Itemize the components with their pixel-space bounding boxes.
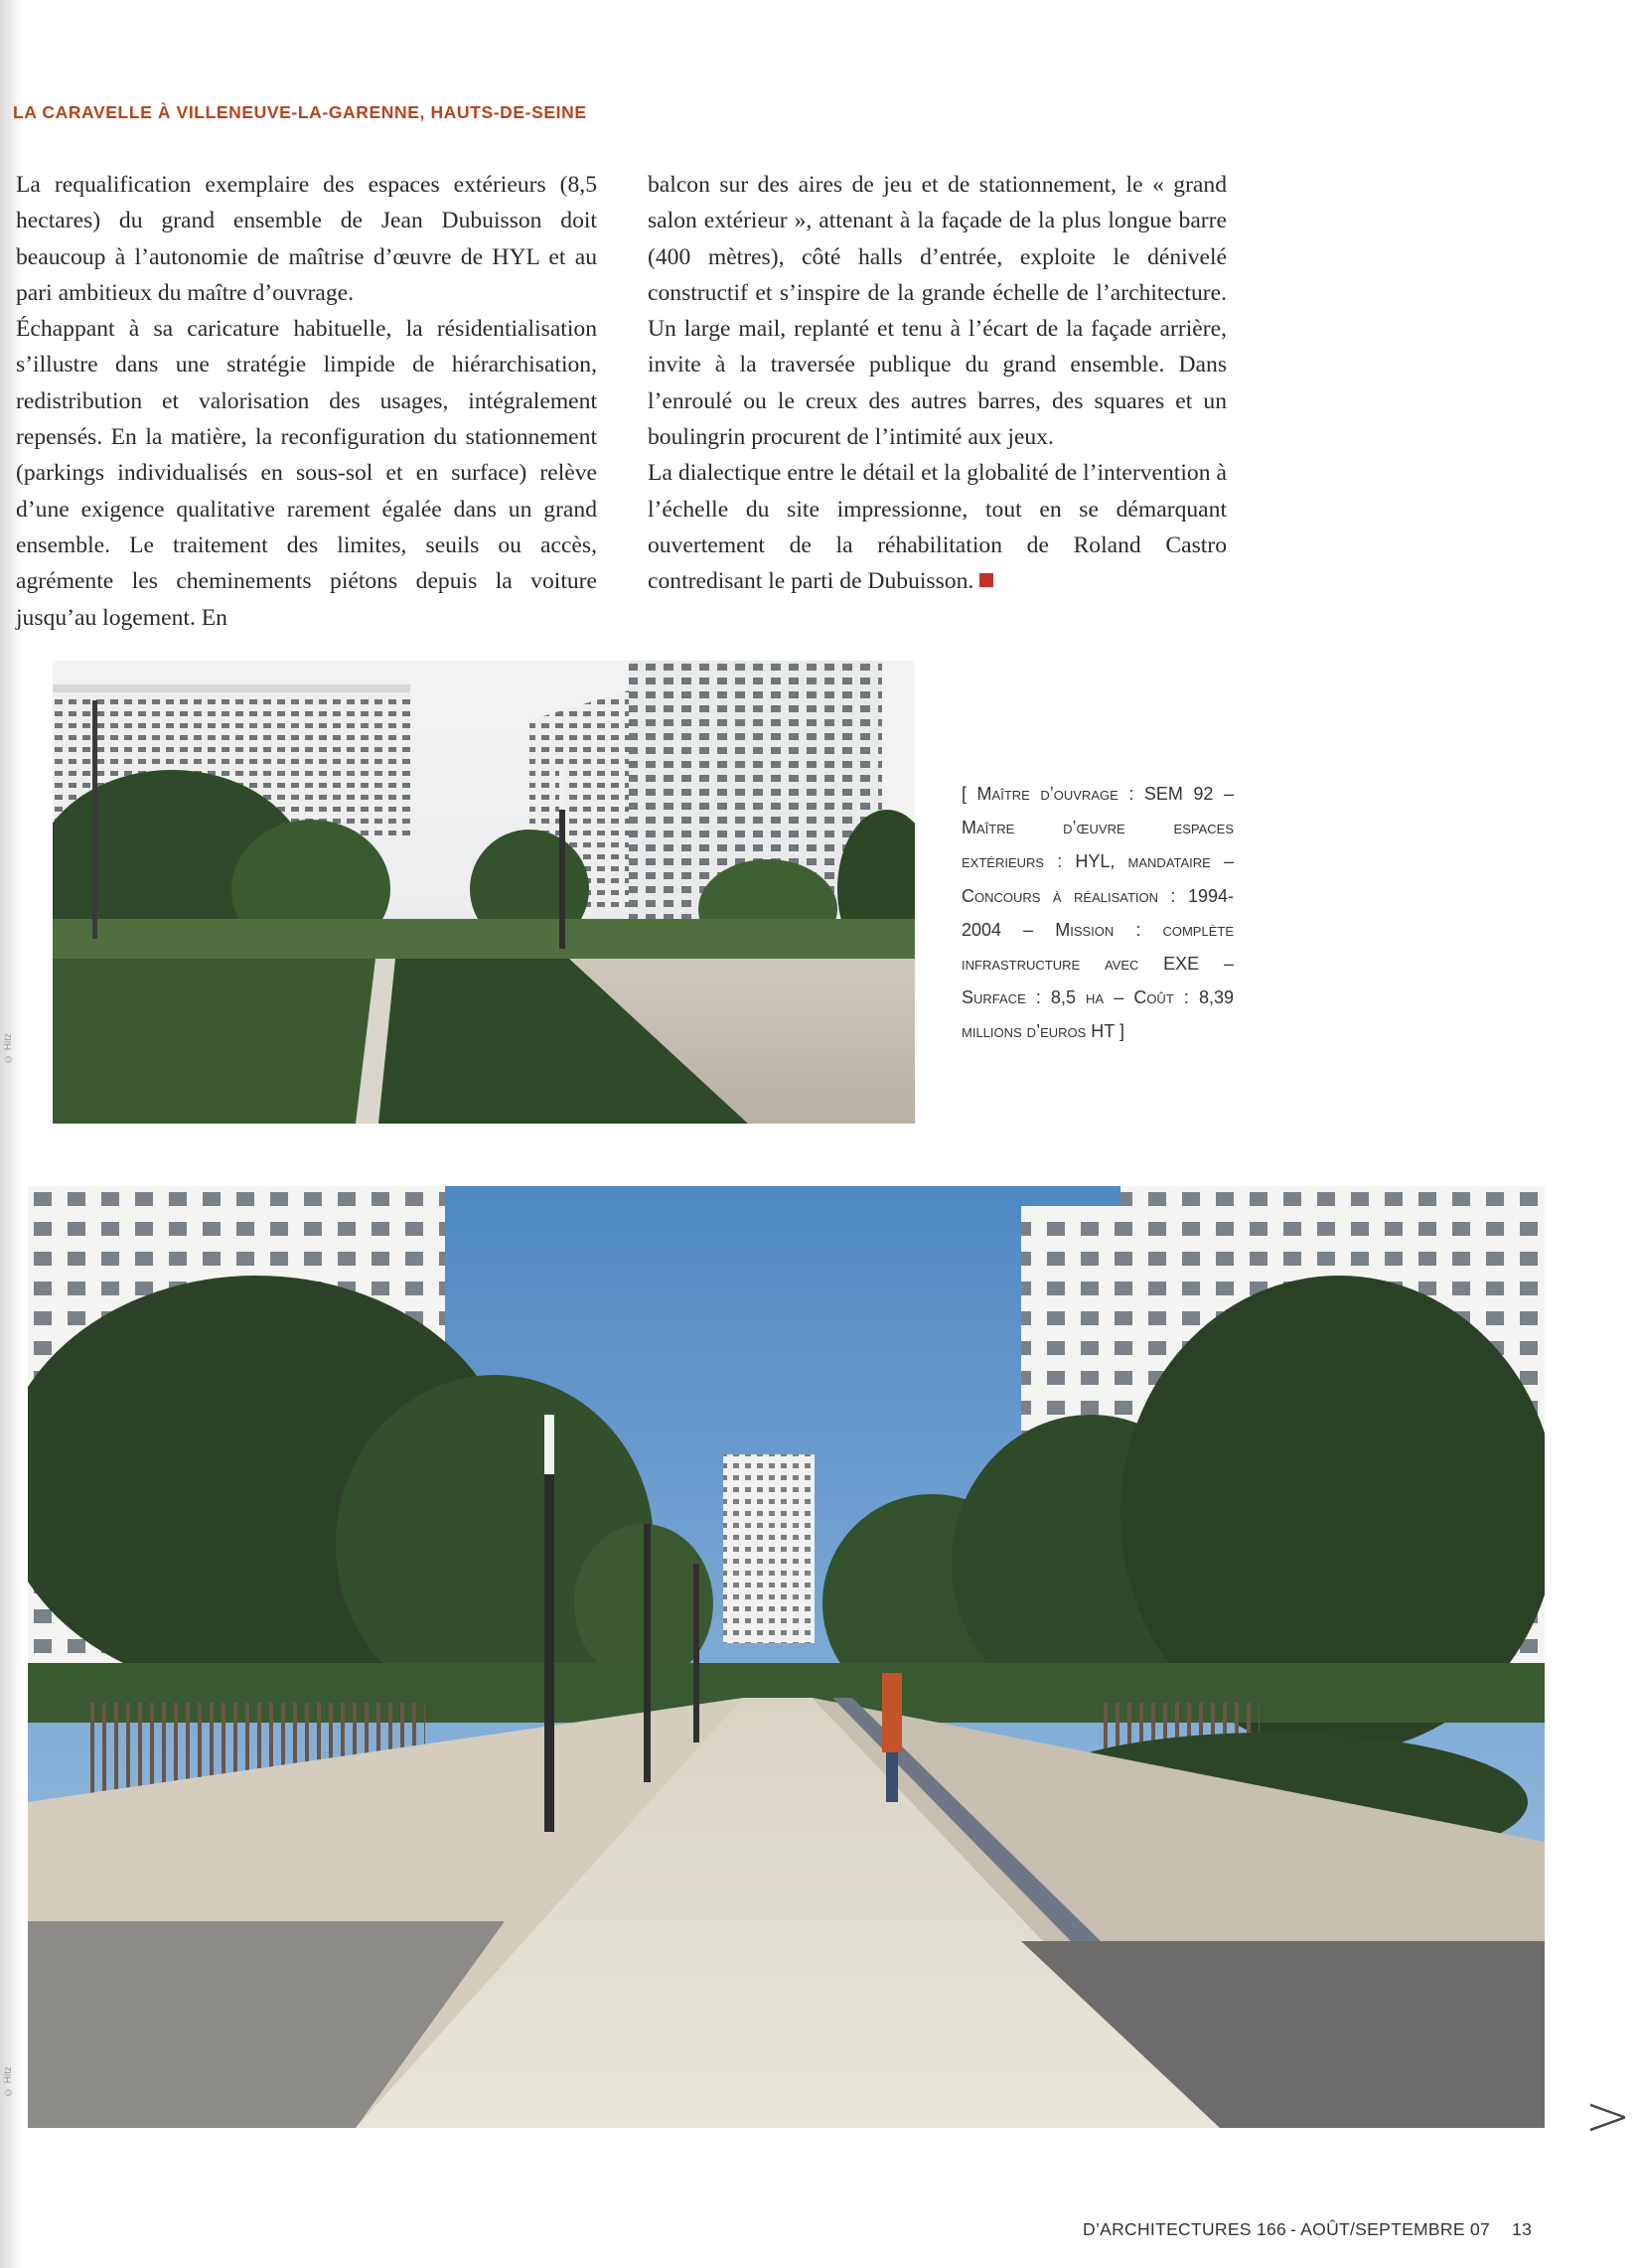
photo-credit: © Hitz <box>3 2066 14 2097</box>
footer-separator: - <box>1290 2219 1297 2239</box>
paragraph: Échappant à sa caricature habituelle, la résidentialisation s’illustre dans une stratégie limpide de hiérarchisation, redistribution et valorisation des usages, intégralement repensés. En la matière, la reconfiguration du stationnement (parkings individualisés en sous-sol et en surface) relève d’une exigence qualitative rarement égalée dans un grand ensemble. Le traitement des limites, seuils ou accès, agrémente les cheminements piétons depuis la voiture jusqu’au logement. En <box>16 316 597 631</box>
magazine-title: D’ARCHITECTURES 166 <box>1083 2219 1287 2239</box>
page-footer <box>1083 2219 1532 2240</box>
chevron-right-icon[interactable]: > <box>1584 2084 1631 2149</box>
project-facts-box: [ Maître d’ouvrage : SEM 92 – Maître d’œuvre espaces extérieurs : HYL, mandataire – Concours à réalisation : 1994-2004 – Mission : complète infrastructure avec EXE – Surface : 8,5 ha – Coût : 8,39 millions d’euros HT ] <box>962 784 1234 1042</box>
photo-tree-lined-mall <box>28 1186 1545 2128</box>
article-kicker: LA CARAVELLE À VILLENEUVE-LA-GARENNE, HAUTS-DE-SEINE <box>13 102 587 122</box>
article-column-right <box>648 167 1227 600</box>
end-of-article-mark <box>979 573 993 587</box>
paragraph: La requalification exemplaire des espaces extérieurs (8,5 hectares) du grand ensemble de Jean Dubuisson doit beaucoup à l’autonomie de maîtrise d’œuvre de HYL et au pari ambitieux du maître d’ouvrage. <box>16 172 597 306</box>
paragraph-final-text: La dialectique entre le détail et la globalité de l’intervention à l’échelle du site impressionne, tout en se démarquant ouvertement de la réhabilitation de Roland Castro contredisant le parti de Dubuisson. <box>648 460 1227 595</box>
article-column-left <box>16 167 597 636</box>
paragraph: balcon sur des aires de jeu et de stationnement, le « grand salon extérieur », attenant à la façade de la plus longue barre (400 mètres), côté halls d’entrée, exploite le dénivelé constructif et s’inspire de la grande échelle de l’architecture. Un large mail, replanté et tenu à l’écart de la façade arrière, invite à la traversée publique du grand ensemble. Dans l’enroulé ou le creux des autres barres, des squares et un boulingrin procurent de l’intimité aux jeux. <box>648 172 1227 451</box>
photo-credit: © Hitz <box>3 1033 14 1064</box>
photo-tree-lined-mall-image <box>28 1186 1545 2128</box>
paragraph-final <box>648 455 1227 599</box>
issue-date: AOÛT/SEPTEMBRE 07 <box>1300 2219 1491 2239</box>
photo-landscaped-promenade <box>53 661 915 1124</box>
photo-landscaped-promenade-image <box>53 661 915 1124</box>
page-number: 13 <box>1512 2219 1533 2239</box>
